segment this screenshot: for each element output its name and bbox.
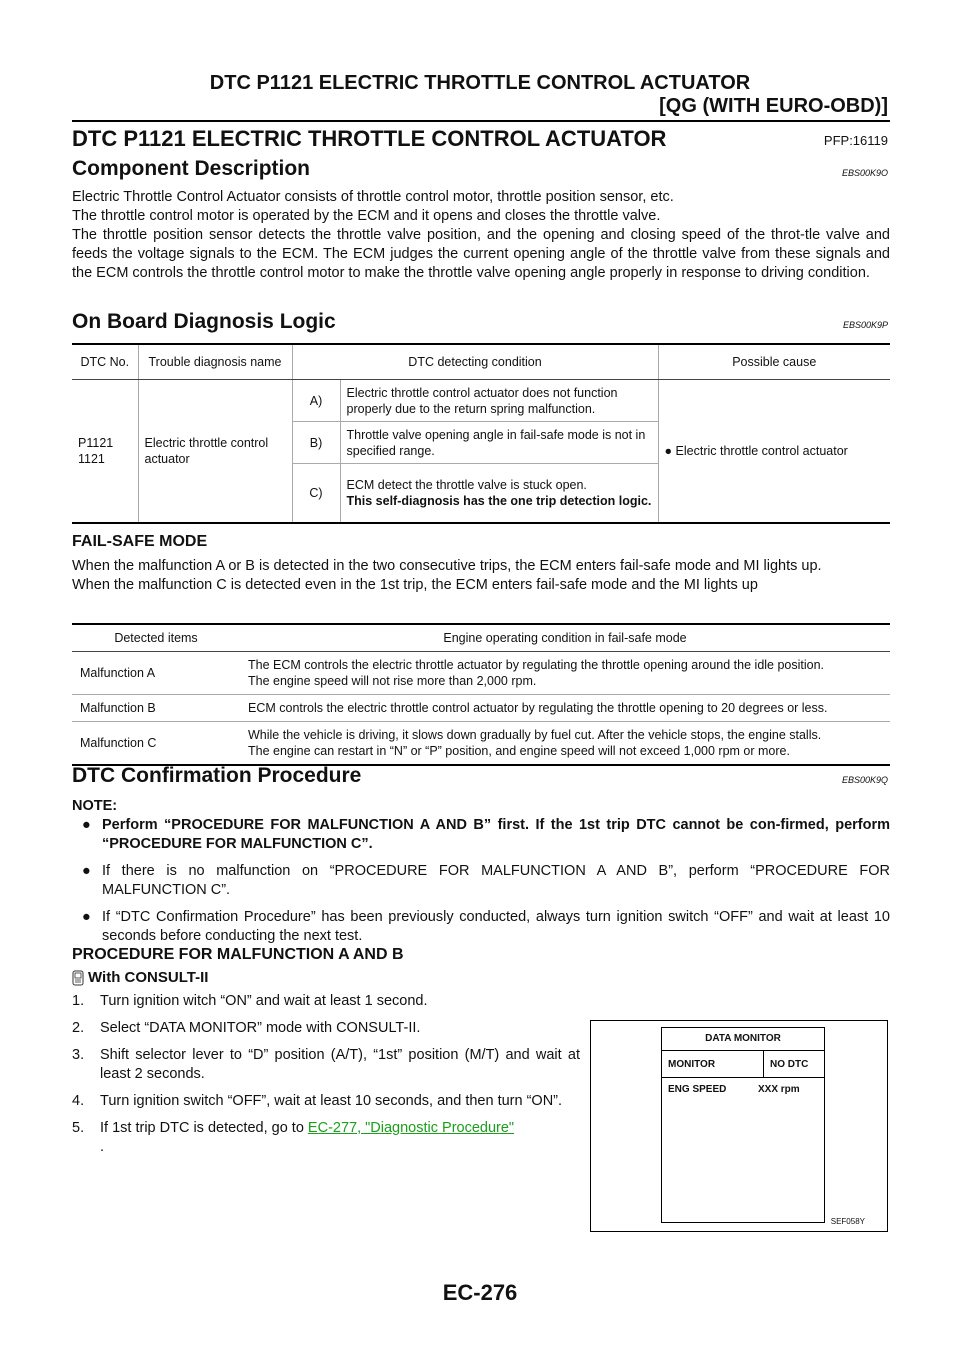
monitor-title: DATA MONITOR	[662, 1028, 824, 1051]
component-p2: The throttle control motor is operated by the ECM and it opens and closes the throttle valve.	[72, 208, 661, 224]
trouble-name: Electric throttle control actuator	[138, 380, 292, 524]
obd-code: EBS00K9P	[842, 320, 888, 330]
component-p1: Electric Throttle Control Actuator consists of throttle control motor, throttle position sensor, etc.	[72, 189, 674, 205]
failsafe-cond-c-l1: While the vehicle is driving, it slows down gradually by fuel cut. After the vehicle stops, the engine stalls.	[248, 728, 822, 742]
step-number: 2.	[72, 1020, 85, 1036]
cause-bullet: ●	[664, 444, 673, 458]
step-number: 4.	[72, 1093, 85, 1109]
procedure-heading: PROCEDURE FOR MALFUNCTION A AND B	[72, 946, 404, 963]
note-bullet-2	[72, 862, 890, 900]
failsafe-cond-c	[240, 722, 890, 766]
failsafe-th-items: Detected items	[72, 624, 240, 652]
dtc-number-1: P1121	[78, 436, 114, 450]
consult-icon	[72, 970, 84, 986]
failsafe-item-b: Malfunction B	[72, 695, 240, 722]
failsafe-cond-a-l1: The ECM controls the electric throttle actuator by regulating the throttle opening around the idle position.	[248, 658, 825, 672]
procedure-step	[72, 1019, 580, 1038]
note-bullet-1-text: Perform “PROCEDURE FOR MALFUNCTION A AND B” first. If the 1st trip DTC cannot be con-firmed, perform “PROCEDURE FOR MALFUNCTION C”.	[102, 817, 890, 852]
obd-th-dtc: DTC No.	[72, 344, 138, 380]
step-text: Shift selector lever to “D” position (A/T), “1st” position (M/T) and wait at least 2 seconds.	[100, 1047, 580, 1082]
data-monitor-figure	[590, 1020, 888, 1232]
pfp-code: PFP:16119	[823, 133, 888, 148]
note-label: NOTE:	[72, 798, 118, 814]
possible-cause-cell	[658, 380, 890, 524]
monitor-status: NO DTC	[770, 1058, 809, 1070]
component-p3: The throttle position sensor detects the throttle valve position, and the opening and closing speed of the throt-tle valve and feeds the voltage signals to the ECM. The ECM judges the current opening angle of the throttle valve from these signals and the ECM controls the throttle control motor to make the throttle valve opening angle properly in response to driving condition.	[72, 227, 890, 281]
table-row	[72, 722, 890, 766]
failsafe-table	[72, 623, 890, 766]
step-text: Turn ignition witch “ON” and wait at least 1 second.	[100, 993, 428, 1009]
dtc-number-cell	[72, 380, 138, 524]
note-bullet-3	[72, 908, 890, 946]
component-heading: Component Description	[72, 157, 311, 180]
failsafe-heading: FAIL-SAFE MODE	[72, 533, 208, 550]
header-title: DTC P1121 ELECTRIC THROTTLE CONTROL ACTUATOR	[209, 72, 751, 94]
procedure-steps	[72, 992, 580, 1165]
page-number: EC-276	[442, 1280, 518, 1305]
obd-th-cause: Possible cause	[658, 344, 890, 380]
procedure-step	[72, 1119, 580, 1157]
monitor-col-label: MONITOR	[662, 1051, 764, 1077]
header-subtitle: [QG (WITH EURO-OBD)]	[659, 95, 888, 117]
note-bullet-1	[72, 816, 890, 854]
obd-table-header	[72, 344, 890, 380]
monitor-screen	[661, 1027, 825, 1223]
obd-table	[72, 343, 890, 524]
monitor-header-row	[662, 1051, 824, 1078]
condition-label-a: A)	[292, 380, 340, 422]
condition-text-c	[340, 464, 658, 524]
bullet-icon: ●	[82, 863, 91, 879]
failsafe-table-header	[72, 624, 890, 652]
obd-th-name: Trouble diagnosis name	[138, 344, 292, 380]
failsafe-th-condition: Engine operating condition in fail-safe mode	[240, 624, 890, 652]
monitor-value: XXX rpm	[758, 1084, 800, 1095]
consult-line	[72, 969, 208, 986]
failsafe-item-a: Malfunction A	[80, 666, 156, 680]
possible-cause: Electric throttle control actuator	[675, 444, 848, 458]
failsafe-cond-c-l2: The engine can restart in “N” or “P” position, and engine speed will not exceed 1,000 rpm or more.	[248, 744, 790, 758]
step-number: 5.	[72, 1120, 85, 1136]
obd-th-condition: DTC detecting condition	[292, 344, 658, 380]
bullet-icon: ●	[82, 909, 91, 925]
main-title: DTC P1121 ELECTRIC THROTTLE CONTROL ACTUATOR	[72, 126, 667, 151]
step-text: Select “DATA MONITOR” mode with CONSULT-II.	[100, 1020, 421, 1036]
dtc-number-2: 1121	[78, 452, 105, 466]
condition-text-b: Throttle valve opening angle in fail-safe mode is not in specified range.	[340, 422, 658, 464]
condition-text-c-line: ECM detect the throttle valve is stuck open.	[346, 478, 587, 492]
table-row	[72, 380, 890, 422]
step-text-end: .	[100, 1139, 105, 1155]
header-rule	[72, 120, 890, 122]
component-text	[72, 188, 890, 283]
dtc-confirm-code: EBS00K9Q	[841, 775, 888, 785]
condition-label-b: B)	[292, 422, 340, 464]
monitor-item: ENG SPEED	[668, 1084, 727, 1095]
procedure-step	[72, 992, 580, 1011]
failsafe-cond-b: ECM controls the electric throttle control actuator by regulating the throttle opening to 20 degrees or less.	[240, 695, 890, 722]
component-code: EBS00K9O	[841, 168, 888, 178]
procedure-step	[72, 1092, 580, 1111]
figure-id: SEF058Y	[830, 1217, 865, 1226]
dtc-confirm-heading: DTC Confirmation Procedure	[72, 764, 362, 787]
step-text: Turn ignition switch “OFF”, wait at least 10 seconds, and then turn “ON”.	[100, 1093, 563, 1109]
table-row	[72, 695, 890, 722]
condition-text-a: Electric throttle control actuator does not function properly due to the return spring malfunction.	[340, 380, 658, 422]
note-bullet-2-text: If there is no malfunction on “PROCEDURE FOR MALFUNCTION A AND B”, perform “PROCEDURE FOR MALFUNCTION C”.	[102, 863, 890, 898]
failsafe-p1: When the malfunction A or B is detected in the two consecutive trips, the ECM enters fail-safe mode and MI lights up.	[72, 558, 822, 574]
failsafe-p2: When the malfunction C is detected even in the 1st trip, the ECM enters fail-safe mode and the MI lights up	[72, 577, 758, 593]
step-number: 3.	[72, 1047, 85, 1063]
diagnostic-procedure-link[interactable]: EC-277, "Diagnostic Procedure"	[307, 1120, 515, 1136]
failsafe-cond-a-l2: The engine speed will not rise more than 2,000 rpm.	[248, 674, 537, 688]
failsafe-cond-a	[240, 652, 890, 695]
condition-text-c-bold: This self-diagnosis has the one trip detection logic.	[346, 494, 652, 508]
bullet-icon: ●	[82, 817, 91, 833]
table-row	[72, 652, 890, 695]
consult-label: With CONSULT-II	[88, 969, 209, 986]
note-block	[72, 797, 890, 954]
monitor-data-row	[662, 1078, 824, 1101]
failsafe-text	[72, 557, 890, 595]
step-text: If 1st trip DTC is detected, go to	[100, 1120, 308, 1136]
obd-heading: On Board Diagnosis Logic	[72, 310, 336, 333]
note-bullet-3-text: If “DTC Confirmation Procedure” has been previously conducted, always turn ignition switch “OFF” and wait at least 10 seconds before conducting the next test.	[102, 909, 890, 944]
condition-label-c: C)	[292, 464, 340, 524]
failsafe-item-c: Malfunction C	[72, 722, 240, 766]
procedure-step	[72, 1046, 580, 1084]
step-number: 1.	[72, 993, 85, 1009]
